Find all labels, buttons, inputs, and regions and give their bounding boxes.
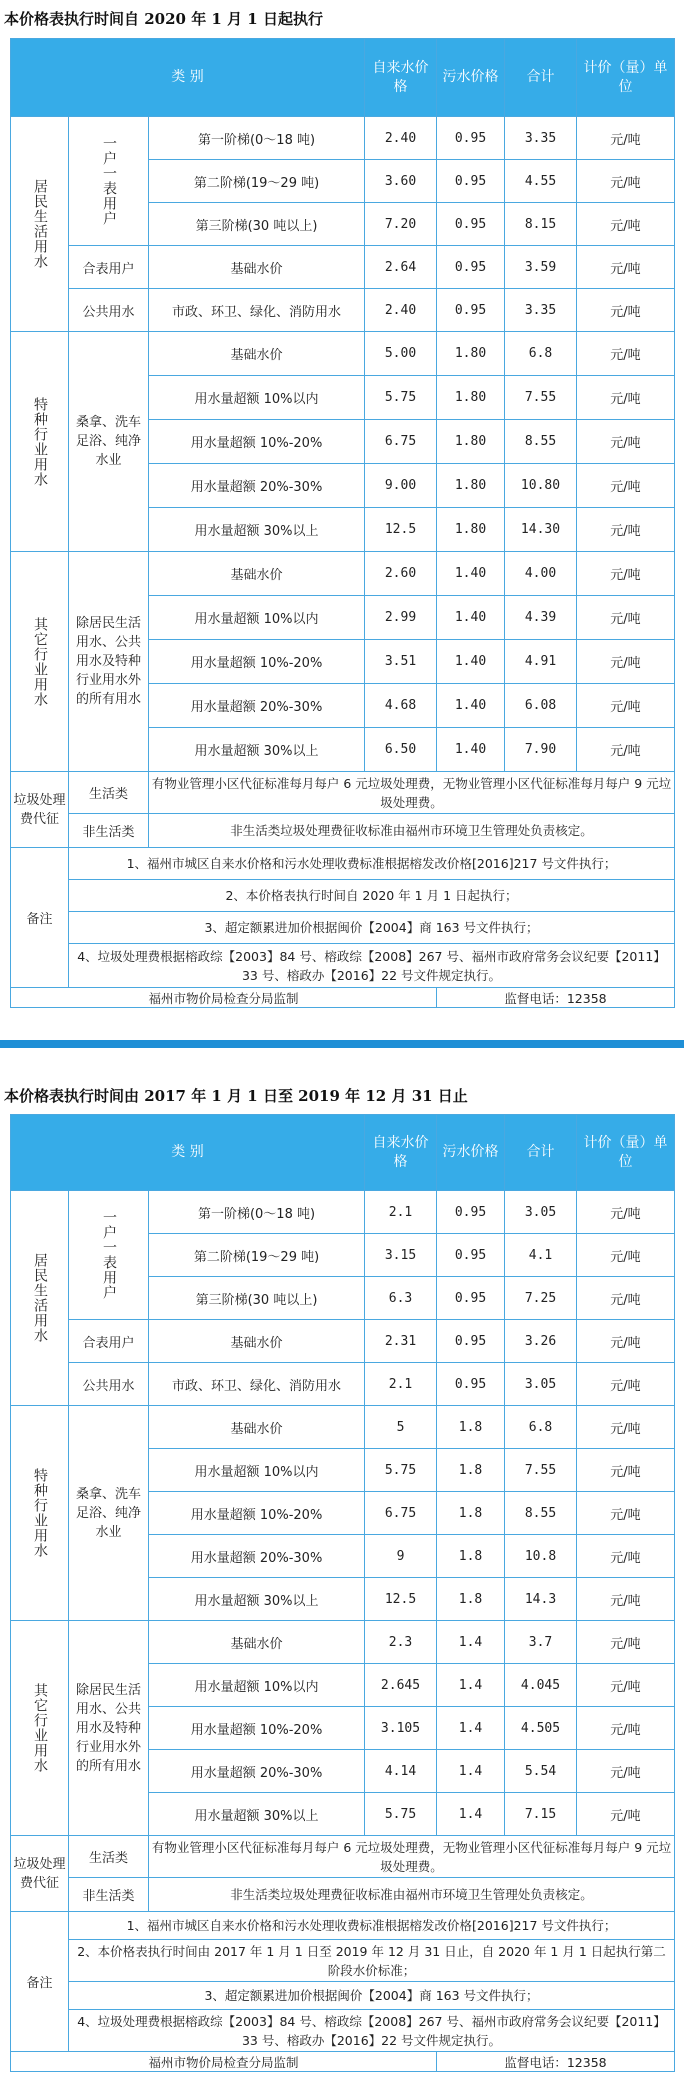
row-item: 市政、环卫、绿化、消防用水 bbox=[149, 289, 365, 332]
row-sewage: 1.80 bbox=[437, 332, 505, 376]
table-row bbox=[11, 1912, 675, 1940]
row-total: 4.91 bbox=[505, 640, 577, 684]
garbage-living-text: 有物业管理小区代征标准每月每户 6 元垃圾处理费，无物业管理小区代征标准每月每户 9 元垃圾处理费。 bbox=[149, 772, 675, 814]
group-residential bbox=[11, 117, 69, 332]
group-other-industry bbox=[11, 1621, 69, 1836]
row-total: 5.54 bbox=[505, 1750, 577, 1793]
row-unit: 元/吨 bbox=[577, 1406, 675, 1449]
row-item: 用水量超额 30%以上 bbox=[149, 508, 365, 552]
row-unit: 元/吨 bbox=[577, 1320, 675, 1363]
row-unit: 元/吨 bbox=[577, 1191, 675, 1234]
row-tap: 5.00 bbox=[365, 332, 437, 376]
row-total: 4.55 bbox=[505, 160, 577, 203]
row-sewage: 1.8 bbox=[437, 1578, 505, 1621]
table-header-row bbox=[11, 39, 675, 117]
group-label: 特种行业用水 bbox=[32, 396, 48, 487]
table-row bbox=[11, 289, 675, 332]
header-sewage-price: 污水价格 bbox=[437, 1115, 505, 1191]
row-unit: 元/吨 bbox=[577, 552, 675, 596]
row-item: 用水量超额 10%-20% bbox=[149, 1492, 365, 1535]
row-item: 用水量超额 10%-20% bbox=[149, 420, 365, 464]
table-header-row bbox=[11, 1115, 675, 1191]
row-item: 基础水价 bbox=[149, 1406, 365, 1449]
row-sewage: 0.95 bbox=[437, 1363, 505, 1406]
header-tap-price: 自来水价格 bbox=[365, 39, 437, 117]
table-row bbox=[11, 1878, 675, 1912]
row-tap: 6.3 bbox=[365, 1277, 437, 1320]
table-row bbox=[11, 1363, 675, 1406]
group-special-industry bbox=[11, 1406, 69, 1621]
table-row bbox=[11, 117, 675, 160]
row-total: 3.35 bbox=[505, 289, 577, 332]
subgroup-label: 除居民生活用水、公共用水及特种行业用水外的所有用水 bbox=[69, 552, 149, 772]
row-total: 7.15 bbox=[505, 1793, 577, 1836]
subgroup-label: 公共用水 bbox=[69, 289, 149, 332]
row-tap: 12.5 bbox=[365, 508, 437, 552]
row-tap: 4.14 bbox=[365, 1750, 437, 1793]
row-unit: 元/吨 bbox=[577, 246, 675, 289]
row-total: 10.80 bbox=[505, 464, 577, 508]
row-total: 7.90 bbox=[505, 728, 577, 772]
row-unit: 元/吨 bbox=[577, 117, 675, 160]
group-label: 居民生活用水 bbox=[32, 1253, 48, 1343]
group-label: 其它行业用水 bbox=[32, 616, 48, 707]
header-total: 合计 bbox=[505, 1115, 577, 1191]
row-tap: 2.645 bbox=[365, 1664, 437, 1707]
table-row bbox=[11, 1406, 675, 1449]
table-footer-row bbox=[11, 2052, 675, 2072]
note-item: 4、垃圾处理费根据榕政综【2003】84 号、榕政综【2008】267 号、福州市政府常务会议纪要【2011】 33 号、榕政办【2016】22 号文件规定执行。 bbox=[69, 944, 675, 988]
row-item: 第一阶梯(0～18 吨) bbox=[149, 117, 365, 160]
table-row bbox=[11, 1621, 675, 1664]
row-unit: 元/吨 bbox=[577, 640, 675, 684]
row-item: 基础水价 bbox=[149, 332, 365, 376]
group-label: 特种行业用水 bbox=[32, 1468, 48, 1558]
header-tap-price: 自来水价格 bbox=[365, 1115, 437, 1191]
row-sewage: 0.95 bbox=[437, 289, 505, 332]
row-item: 用水量超额 10%以内 bbox=[149, 1664, 365, 1707]
row-item: 用水量超额 30%以上 bbox=[149, 1578, 365, 1621]
row-unit: 元/吨 bbox=[577, 1449, 675, 1492]
row-unit: 元/吨 bbox=[577, 1621, 675, 1664]
row-item: 市政、环卫、绿化、消防用水 bbox=[149, 1363, 365, 1406]
subgroup-label: 除居民生活用水、公共用水及特种行业用水外的所有用水 bbox=[69, 1621, 149, 1836]
row-tap: 6.75 bbox=[365, 420, 437, 464]
row-unit: 元/吨 bbox=[577, 1664, 675, 1707]
header-category: 类 别 bbox=[11, 1115, 365, 1191]
row-total: 8.55 bbox=[505, 420, 577, 464]
row-tap: 12.5 bbox=[365, 1578, 437, 1621]
row-tap: 5 bbox=[365, 1406, 437, 1449]
table-1-title: 本价格表执行时间自 2020 年 1 月 1 日起执行 bbox=[4, 10, 323, 28]
header-unit: 计价（量）单位 bbox=[577, 39, 675, 117]
row-sewage: 0.95 bbox=[437, 1320, 505, 1363]
row-total: 4.39 bbox=[505, 596, 577, 640]
table-row bbox=[11, 848, 675, 880]
row-total: 6.08 bbox=[505, 684, 577, 728]
row-sewage: 1.4 bbox=[437, 1793, 505, 1836]
row-tap: 7.20 bbox=[365, 203, 437, 246]
row-tap: 5.75 bbox=[365, 1449, 437, 1492]
row-unit: 元/吨 bbox=[577, 1277, 675, 1320]
row-unit: 元/吨 bbox=[577, 203, 675, 246]
row-sewage: 1.80 bbox=[437, 376, 505, 420]
row-unit: 元/吨 bbox=[577, 596, 675, 640]
row-item: 用水量超额 20%-30% bbox=[149, 684, 365, 728]
row-item: 用水量超额 10%-20% bbox=[149, 1707, 365, 1750]
row-total: 3.05 bbox=[505, 1363, 577, 1406]
garbage-nonliving-text: 非生活类垃圾处理费征收标准由福州市环境卫生管理处负责核定。 bbox=[149, 1878, 675, 1912]
row-item: 用水量超额 20%-30% bbox=[149, 1750, 365, 1793]
garbage-nonliving-label: 非生活类 bbox=[69, 1878, 149, 1912]
row-total: 4.00 bbox=[505, 552, 577, 596]
row-unit: 元/吨 bbox=[577, 289, 675, 332]
row-sewage: 1.4 bbox=[437, 1664, 505, 1707]
row-total: 3.26 bbox=[505, 1320, 577, 1363]
row-tap: 5.75 bbox=[365, 1793, 437, 1836]
row-item: 用水量超额 10%以内 bbox=[149, 596, 365, 640]
note-item: 1、福州市城区自来水价格和污水处理收费标准根据榕发改价格[2016]217 号文件执行； bbox=[69, 1912, 675, 1940]
row-item: 用水量超额 10%以内 bbox=[149, 376, 365, 420]
table-2-title: 本价格表执行时间由 2017 年 1 月 1 日至 2019 年 12 月 31 日止 bbox=[4, 1087, 468, 1105]
subgroup-label: 桑拿、洗车足浴、纯净水业 bbox=[69, 332, 149, 552]
row-unit: 元/吨 bbox=[577, 1234, 675, 1277]
row-item: 第三阶梯(30 吨以上) bbox=[149, 1277, 365, 1320]
row-item: 第二阶梯(19～29 吨) bbox=[149, 1234, 365, 1277]
subgroup-label: 公共用水 bbox=[69, 1363, 149, 1406]
row-unit: 元/吨 bbox=[577, 1492, 675, 1535]
row-item: 用水量超额 30%以上 bbox=[149, 728, 365, 772]
row-item: 基础水价 bbox=[149, 246, 365, 289]
table-row bbox=[11, 772, 675, 814]
garbage-nonliving-text: 非生活类垃圾处理费征收标准由福州市环境卫生管理处负责核定。 bbox=[149, 814, 675, 848]
header-sewage-price: 污水价格 bbox=[437, 39, 505, 117]
row-sewage: 0.95 bbox=[437, 160, 505, 203]
table-row bbox=[11, 1836, 675, 1878]
table-row bbox=[11, 552, 675, 596]
row-tap: 3.15 bbox=[365, 1234, 437, 1277]
row-tap: 6.75 bbox=[365, 1492, 437, 1535]
row-tap: 2.64 bbox=[365, 246, 437, 289]
row-item: 基础水价 bbox=[149, 1320, 365, 1363]
row-unit: 元/吨 bbox=[577, 1578, 675, 1621]
row-sewage: 1.4 bbox=[437, 1750, 505, 1793]
row-sewage: 1.8 bbox=[437, 1535, 505, 1578]
header-total: 合计 bbox=[505, 39, 577, 117]
footer-hotline: 监督电话：12358 bbox=[437, 2052, 675, 2072]
garbage-living-label: 生活类 bbox=[69, 772, 149, 814]
row-sewage: 0.95 bbox=[437, 117, 505, 160]
table-row bbox=[11, 246, 675, 289]
row-item: 用水量超额 20%-30% bbox=[149, 1535, 365, 1578]
header-unit: 计价（量）单位 bbox=[577, 1115, 675, 1191]
row-total: 3.05 bbox=[505, 1191, 577, 1234]
row-unit: 元/吨 bbox=[577, 1750, 675, 1793]
footer-hotline: 监督电话：12358 bbox=[437, 988, 675, 1008]
notes-label: 备注 bbox=[11, 1912, 69, 2052]
row-tap: 4.68 bbox=[365, 684, 437, 728]
group-other-industry bbox=[11, 552, 69, 772]
row-sewage: 1.8 bbox=[437, 1449, 505, 1492]
row-total: 7.55 bbox=[505, 376, 577, 420]
row-sewage: 1.40 bbox=[437, 640, 505, 684]
row-tap: 3.60 bbox=[365, 160, 437, 203]
row-tap: 3.51 bbox=[365, 640, 437, 684]
group-special-industry bbox=[11, 332, 69, 552]
row-total: 3.59 bbox=[505, 246, 577, 289]
row-total: 8.15 bbox=[505, 203, 577, 246]
row-tap: 6.50 bbox=[365, 728, 437, 772]
note-item: 2、本价格表执行时间由 2017 年 1 月 1 日至 2019 年 12 月 31 日止，自 2020 年 1 月 1 日起执行第二阶段水价标准； bbox=[69, 1940, 675, 1982]
price-table-2017-2019 bbox=[10, 1114, 675, 2072]
table-footer-row bbox=[11, 988, 675, 1008]
subgroup-one-meter bbox=[69, 1191, 149, 1320]
row-total: 10.8 bbox=[505, 1535, 577, 1578]
row-unit: 元/吨 bbox=[577, 1535, 675, 1578]
section-divider bbox=[0, 1040, 684, 1048]
row-tap: 9 bbox=[365, 1535, 437, 1578]
row-total: 6.8 bbox=[505, 1406, 577, 1449]
footer-supervisor: 福州市物价局检查分局监制 bbox=[11, 988, 437, 1008]
row-total: 14.3 bbox=[505, 1578, 577, 1621]
row-tap: 2.40 bbox=[365, 289, 437, 332]
note-item: 2、本价格表执行时间自 2020 年 1 月 1 日起执行； bbox=[69, 880, 675, 912]
footer-supervisor: 福州市物价局检查分局监制 bbox=[11, 2052, 437, 2072]
note-item: 3、超定额累进加价根据闽价【2004】商 163 号文件执行； bbox=[69, 912, 675, 944]
row-sewage: 1.40 bbox=[437, 596, 505, 640]
row-item: 第一阶梯(0～18 吨) bbox=[149, 1191, 365, 1234]
row-unit: 元/吨 bbox=[577, 1793, 675, 1836]
row-total: 7.55 bbox=[505, 1449, 577, 1492]
row-tap: 2.60 bbox=[365, 552, 437, 596]
table-row bbox=[11, 1320, 675, 1363]
row-unit: 元/吨 bbox=[577, 376, 675, 420]
row-total: 6.8 bbox=[505, 332, 577, 376]
row-item: 用水量超额 10%以内 bbox=[149, 1449, 365, 1492]
row-total: 4.1 bbox=[505, 1234, 577, 1277]
row-unit: 元/吨 bbox=[577, 420, 675, 464]
row-total: 3.7 bbox=[505, 1621, 577, 1664]
garbage-nonliving-label: 非生活类 bbox=[69, 814, 149, 848]
note-item: 4、垃圾处理费根据榕政综【2003】84 号、榕政综【2008】267 号、福州市政府常务会议纪要【2011】 33 号、榕政办【2016】22 号文件规定执行。 bbox=[69, 2010, 675, 2052]
garbage-living-label: 生活类 bbox=[69, 1836, 149, 1878]
row-tap: 9.00 bbox=[365, 464, 437, 508]
row-sewage: 0.95 bbox=[437, 203, 505, 246]
row-item: 用水量超额 10%-20% bbox=[149, 640, 365, 684]
row-tap: 2.3 bbox=[365, 1621, 437, 1664]
group-label: 其它行业用水 bbox=[32, 1683, 48, 1773]
row-total: 3.35 bbox=[505, 117, 577, 160]
row-item: 第二阶梯(19～29 吨) bbox=[149, 160, 365, 203]
subgroup-label: 合表用户 bbox=[69, 1320, 149, 1363]
price-table-2020 bbox=[10, 38, 675, 1008]
row-sewage: 1.4 bbox=[437, 1621, 505, 1664]
subgroup-label: 一户一表用户 bbox=[101, 1210, 117, 1300]
group-residential bbox=[11, 1191, 69, 1406]
row-sewage: 1.8 bbox=[437, 1492, 505, 1535]
row-sewage: 0.95 bbox=[437, 1191, 505, 1234]
row-total: 7.25 bbox=[505, 1277, 577, 1320]
row-item: 基础水价 bbox=[149, 552, 365, 596]
subgroup-label: 合表用户 bbox=[69, 246, 149, 289]
row-tap: 3.105 bbox=[365, 1707, 437, 1750]
row-tap: 5.75 bbox=[365, 376, 437, 420]
row-item: 第三阶梯(30 吨以上) bbox=[149, 203, 365, 246]
row-sewage: 1.8 bbox=[437, 1406, 505, 1449]
notes-label: 备注 bbox=[11, 848, 69, 988]
row-item: 基础水价 bbox=[149, 1621, 365, 1664]
row-item: 用水量超额 30%以上 bbox=[149, 1793, 365, 1836]
garbage-living-text: 有物业管理小区代征标准每月每户 6 元垃圾处理费，无物业管理小区代征标准每月每户 9 元垃圾处理费。 bbox=[149, 1836, 675, 1878]
row-tap: 2.31 bbox=[365, 1320, 437, 1363]
garbage-label: 垃圾处理费代征 bbox=[11, 1836, 69, 1912]
row-unit: 元/吨 bbox=[577, 160, 675, 203]
note-item: 1、福州市城区自来水价格和污水处理收费标准根据榕发改价格[2016]217 号文件执行； bbox=[69, 848, 675, 880]
row-unit: 元/吨 bbox=[577, 1707, 675, 1750]
subgroup-label: 一户一表用户 bbox=[101, 136, 117, 226]
row-item: 用水量超额 20%-30% bbox=[149, 464, 365, 508]
table-row bbox=[11, 1191, 675, 1234]
row-tap: 2.99 bbox=[365, 596, 437, 640]
row-unit: 元/吨 bbox=[577, 1363, 675, 1406]
row-unit: 元/吨 bbox=[577, 508, 675, 552]
row-unit: 元/吨 bbox=[577, 684, 675, 728]
subgroup-label: 桑拿、洗车足浴、纯净水业 bbox=[69, 1406, 149, 1621]
garbage-label: 垃圾处理费代征 bbox=[11, 772, 69, 848]
subgroup-one-meter bbox=[69, 117, 149, 246]
table-row bbox=[11, 332, 675, 376]
row-sewage: 1.4 bbox=[437, 1707, 505, 1750]
row-sewage: 1.80 bbox=[437, 420, 505, 464]
row-total: 8.55 bbox=[505, 1492, 577, 1535]
row-unit: 元/吨 bbox=[577, 332, 675, 376]
note-item: 3、超定额累进加价根据闽价【2004】商 163 号文件执行； bbox=[69, 1982, 675, 2010]
row-total: 4.505 bbox=[505, 1707, 577, 1750]
row-tap: 2.1 bbox=[365, 1363, 437, 1406]
table-row bbox=[11, 814, 675, 848]
row-sewage: 1.80 bbox=[437, 508, 505, 552]
row-sewage: 1.40 bbox=[437, 684, 505, 728]
row-total: 4.045 bbox=[505, 1664, 577, 1707]
row-unit: 元/吨 bbox=[577, 728, 675, 772]
row-sewage: 0.95 bbox=[437, 246, 505, 289]
row-sewage: 1.40 bbox=[437, 552, 505, 596]
row-sewage: 0.95 bbox=[437, 1234, 505, 1277]
header-category: 类 别 bbox=[11, 39, 365, 117]
row-total: 14.30 bbox=[505, 508, 577, 552]
row-sewage: 1.40 bbox=[437, 728, 505, 772]
row-tap: 2.1 bbox=[365, 1191, 437, 1234]
row-tap: 2.40 bbox=[365, 117, 437, 160]
row-sewage: 1.80 bbox=[437, 464, 505, 508]
group-label: 居民生活用水 bbox=[32, 179, 48, 269]
row-sewage: 0.95 bbox=[437, 1277, 505, 1320]
row-unit: 元/吨 bbox=[577, 464, 675, 508]
